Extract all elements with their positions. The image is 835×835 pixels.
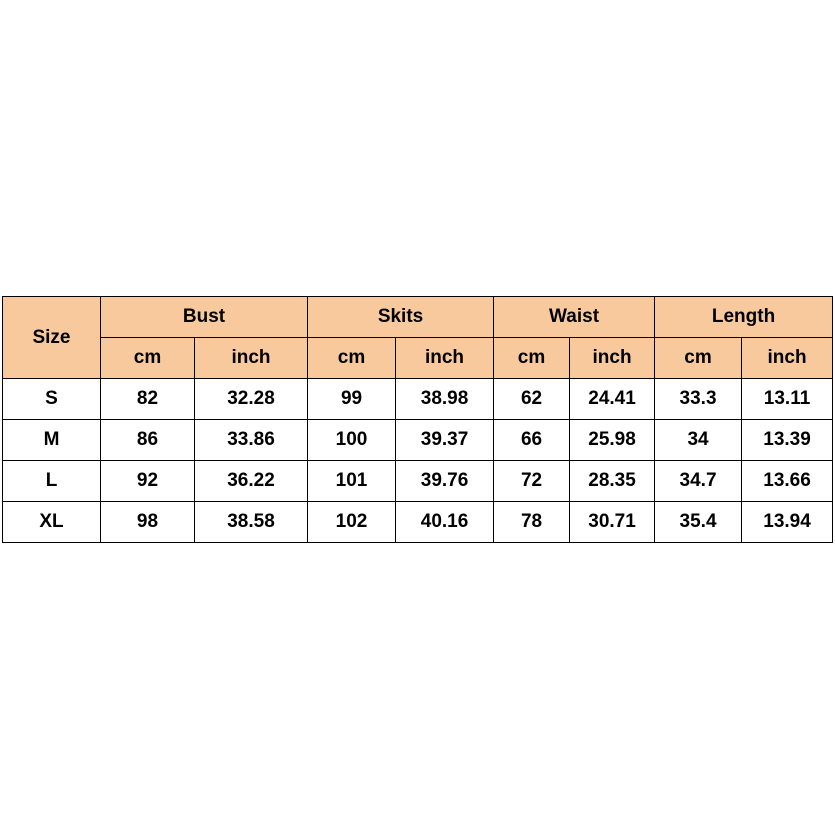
table-cell: 33.86 xyxy=(195,420,308,461)
table-cell: 13.66 xyxy=(742,461,833,502)
size-cell: L xyxy=(3,461,101,502)
table-row xyxy=(3,461,833,502)
size-table xyxy=(2,296,833,543)
header-row-units xyxy=(3,338,833,379)
table-cell: 25.98 xyxy=(570,420,655,461)
table-cell: 34 xyxy=(655,420,742,461)
table-row xyxy=(3,502,833,543)
unit-header: cm xyxy=(308,338,396,379)
table-cell: 13.94 xyxy=(742,502,833,543)
table-cell: 38.98 xyxy=(396,379,494,420)
table-cell: 86 xyxy=(101,420,195,461)
header-row-groups xyxy=(3,297,833,338)
table-cell: 99 xyxy=(308,379,396,420)
table-cell: 72 xyxy=(494,461,570,502)
table-cell: 34.7 xyxy=(655,461,742,502)
size-cell: M xyxy=(3,420,101,461)
table-cell: 28.35 xyxy=(570,461,655,502)
group-header-skits: Skits xyxy=(308,297,494,338)
table-cell: 98 xyxy=(101,502,195,543)
size-chart xyxy=(2,296,832,543)
table-cell: 39.76 xyxy=(396,461,494,502)
table-cell: 13.11 xyxy=(742,379,833,420)
unit-header: cm xyxy=(655,338,742,379)
size-cell: S xyxy=(3,379,101,420)
group-header-waist: Waist xyxy=(494,297,655,338)
unit-header: inch xyxy=(570,338,655,379)
table-cell: 101 xyxy=(308,461,396,502)
unit-header: inch xyxy=(742,338,833,379)
table-cell: 82 xyxy=(101,379,195,420)
unit-header: inch xyxy=(195,338,308,379)
table-cell: 40.16 xyxy=(396,502,494,543)
table-cell: 102 xyxy=(308,502,396,543)
table-cell: 36.22 xyxy=(195,461,308,502)
table-cell: 35.4 xyxy=(655,502,742,543)
table-cell: 33.3 xyxy=(655,379,742,420)
table-cell: 62 xyxy=(494,379,570,420)
size-header: Size xyxy=(3,297,101,379)
table-cell: 78 xyxy=(494,502,570,543)
table-cell: 39.37 xyxy=(396,420,494,461)
table-row xyxy=(3,379,833,420)
group-header-bust: Bust xyxy=(101,297,308,338)
table-row xyxy=(3,420,833,461)
table-cell: 92 xyxy=(101,461,195,502)
unit-header: cm xyxy=(494,338,570,379)
table-cell: 13.39 xyxy=(742,420,833,461)
group-header-length: Length xyxy=(655,297,833,338)
table-cell: 66 xyxy=(494,420,570,461)
table-cell: 38.58 xyxy=(195,502,308,543)
unit-header: cm xyxy=(101,338,195,379)
table-cell: 100 xyxy=(308,420,396,461)
table-cell: 32.28 xyxy=(195,379,308,420)
table-cell: 24.41 xyxy=(570,379,655,420)
unit-header: inch xyxy=(396,338,494,379)
size-cell: XL xyxy=(3,502,101,543)
table-cell: 30.71 xyxy=(570,502,655,543)
